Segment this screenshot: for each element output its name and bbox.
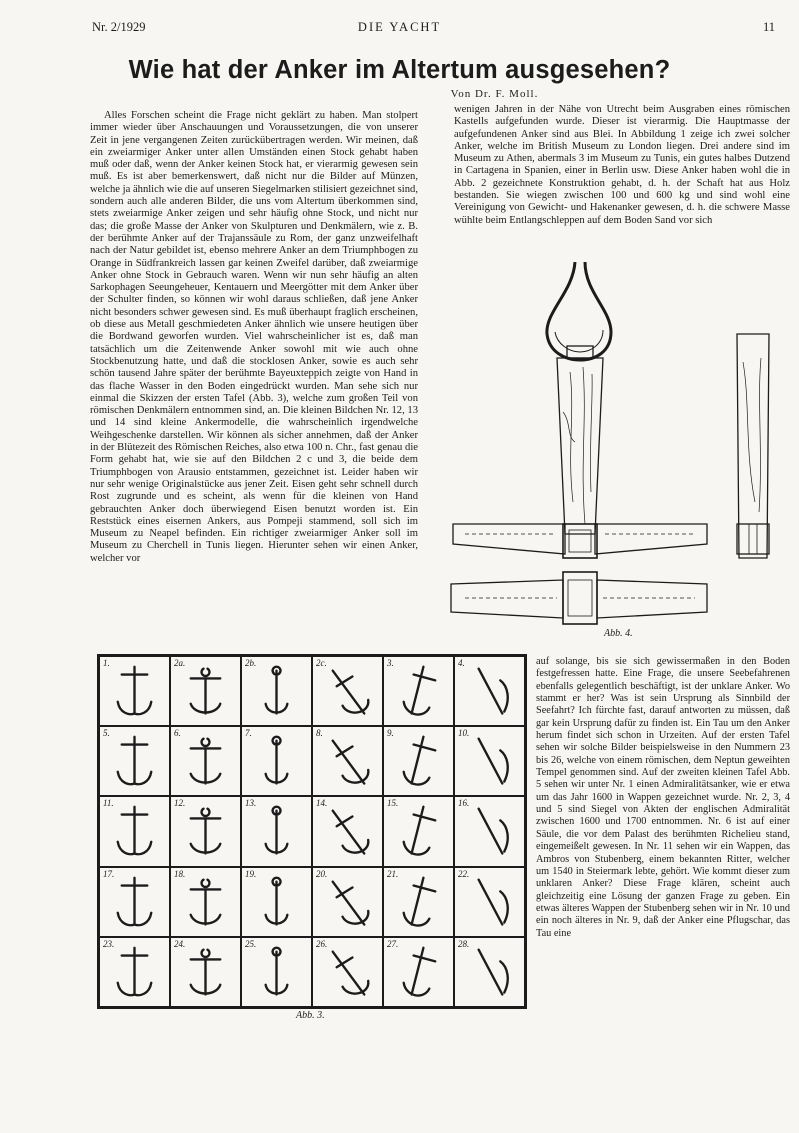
cell-number: 25. — [245, 938, 257, 949]
cell-number: 19. — [245, 868, 257, 879]
page-number: 11 — [762, 20, 775, 34]
cell-number: 1. — [103, 658, 110, 668]
cell-number: 11. — [103, 798, 114, 809]
text-column-right-bottom — [536, 656, 790, 1020]
anchor-icon — [242, 797, 311, 865]
anchor-icon — [171, 938, 240, 1006]
anchor-sketch-cell — [312, 796, 383, 866]
anchor-sketch-cell — [241, 726, 312, 796]
cell-number: 17. — [103, 868, 115, 879]
anchor-sketch-cell — [170, 726, 241, 796]
cell-number: 15. — [387, 798, 399, 809]
anchor-icon — [313, 727, 382, 795]
article-byline: Von Dr. F. Moll. — [450, 88, 539, 100]
anchor-icon — [313, 797, 382, 865]
anchor-icon — [384, 868, 453, 936]
cell-number: 14. — [316, 798, 328, 809]
cell-number: 10. — [458, 728, 470, 739]
cell-number: 28. — [458, 938, 470, 949]
anchor-sketch-cell — [99, 867, 170, 937]
anchor-icon — [242, 938, 311, 1006]
anchor-icon — [171, 868, 240, 936]
cell-number: 22. — [458, 868, 470, 879]
cell-number: 24. — [174, 938, 186, 949]
anchor-sketch-cell — [383, 937, 454, 1007]
anchor-sketch-cell — [99, 726, 170, 796]
anchor-sketch-cell — [99, 656, 170, 726]
cell-number: 20. — [316, 868, 328, 879]
anchor-icon — [100, 657, 169, 725]
paragraph: wenigen Jahren in der Nähe von Utrecht beim Ausgraben eines römischen Kastells aufgefunden wurde. Dieser ist vierarmig. Die Hauptmasse der aufgefundenen Anker sind aus Blei. In Abbildung 1 zeige ich zwei solcher Anker, welche im British Museum zu London liegen. Drei andere sind im Museum zu Athen, abermals 3 im Museum zu Tunis, ein gutes halbes Dutzend in Cartagena in Spanien, einer in Berlin usw. Diese Anker haben wohl die in Abb. 2 gezeichnete Konstruktion gehabt, d. h. der Schaft hat aus Holz bestanden. Sie wiegen zwischen 100 und 600 kg und sind wohl eine Vereinigung von Gewicht- und Hakenanker gewesen, d. h. die schwere Masse wühlte beim Entlangschleppen auf dem Boden Sand vor sich — [454, 104, 790, 226]
cell-number: 27. — [387, 938, 399, 949]
cell-number: 2b. — [245, 658, 257, 668]
cell-number: 12. — [174, 798, 186, 809]
anchor-sketch-cell — [170, 656, 241, 726]
anchor-icon — [455, 938, 524, 1006]
anchor-sketch-cell — [312, 656, 383, 726]
anchor-sketch-cell — [454, 796, 525, 866]
anchor-sketch-cell — [312, 726, 383, 796]
magazine-title: DIE YACHT — [357, 20, 442, 34]
page-header — [0, 20, 799, 40]
cell-number: 23. — [103, 938, 115, 949]
anchor-icon — [100, 797, 169, 865]
anchor-icon — [455, 868, 524, 936]
anchor-construction-figure — [445, 262, 794, 634]
ancient-anchors-table — [97, 654, 527, 1009]
article-title: Wie hat der Anker im Altertum ausgesehen? — [128, 56, 671, 84]
anchor-sketch-cell — [383, 867, 454, 937]
cell-number: 6. — [174, 728, 181, 739]
cell-number: 9. — [387, 728, 394, 739]
anchor-sketch-cell — [170, 867, 241, 937]
anchor-sketch-cell — [241, 656, 312, 726]
paragraph: Alles Forschen scheint die Frage nicht geklärt zu haben. Man stolpert immer wieder über Anschauungen und Voraussetzungen, die von unserer Zeit in jene vergangenen Zeiten zurückübertragen werden. Wir meinen, daß ein zweiarmiger Anker unter allen Umständen einen Stock gehabt haben muß oder daß, wenn der Anker keinen Stock hat, er vierarmig gewesen sein muß. Es ist aber bemerkenswert, daß nicht nur die Bilder auf Münzen, welche ja ähnlich wie die auf unseren Siegelmarken stilisiert gezeichnet sind, sondern auch alle anderen Bilder, die uns vom Altertum überkommen sind, stets zweiarmige Anker zeigen und sehr häufig ohne Stock, und nicht nur das; die große Masse der Anker von Skulpturen und Denkmälern, wie z. B. der berühmte Anker auf der Trajanssäule zu Rom, der ganz unzweifelhaft nach der Natur gebildet ist, ebenso mehrere Anker an dem Triumphbogen zu Orange in Südfrankreich lassen gar keinen Zweifel darüber, daß zweiarmige Anker ohne Stock in Gebrauch waren. Wenn wir nun sehr häufig an alten Sarkophagen Seeungeheuer, Kentauern und Meergötter mit dem Anker über der Schulter finden, so können wir wohl daraus schließen, daß jene Anker nicht besonders schwer gewesen sind. Es muß überhaupt fraglich erscheinen, ob diese aus Metall geschmiedeten Anker ähnlich wie unsere heutigen über die Bordwand geworfen wurden. Viel wahrscheinlicher ist es, daß man tatsächlich um die Zeitenwende Anker sowohl mit wie auch ohne Stockbenutzung hatte, und daß die stocklosen Anker, sowie es auch sehr schön tausend Jahre später der berühmte Bayeuxteppich zeigte von Hand in das flache Wasser in den Boden eingedrückt wurden. Man sehe sich nur einmal die Skizzen der ersten Tafel (Abb. 3), welche zum großen Teil von römischen Denkmälern entnommen sind, an. Die kleinen Bildchen Nr. 12, 13 und 14 sind kleine Ankermodelle, die wahrscheinlich irgendwelche Weihgeschenke darstellen. Wir können als sicher annehmen, daß der Anker in der Blütezeit des Römischen Reiches, also etwa 100 n. Chr., fast genau die Form gehabt hat, wie sie auf den Bildchen 2 c und 3, die beide dem Triumphbogen von Arausio entstammen, gezeichnet ist. Leider haben wir nur sehr wenige Originalstücke aus jener Zeit. Eisen geht sehr schnell durch Rost zugrunde und es scheint, als wenn für die kleinen von Hand gebrauchten Anker doch überwiegend Eisen benutzt worden ist. Ein Reststück eines eisernen Ankers, aus Pompeji stammend, soll sich im Museum zu Neapel befinden. Ein richtiger zweiarmiger Anker soll im Museum zu Cherchell in Tunis liegen. Hierunter sehen wir einen Anker, welcher vor — [90, 110, 418, 564]
anchor-sketch-cell — [454, 867, 525, 937]
anchor-icon — [313, 657, 382, 725]
anchor-icon — [313, 868, 382, 936]
cell-number: 18. — [174, 868, 186, 879]
cell-number: 26. — [316, 938, 328, 949]
anchor-icon — [455, 797, 524, 865]
anchor-sketch-cell — [454, 726, 525, 796]
issue-number: Nr. 2/1929 — [92, 20, 146, 34]
cell-number: 3. — [387, 658, 394, 668]
anchor-icon — [384, 657, 453, 725]
anchor-icon — [171, 727, 240, 795]
figure-3-caption: Abb. 3. — [296, 1010, 325, 1021]
figure-4-caption: Abb. 4. — [604, 628, 633, 639]
anchor-icon — [384, 727, 453, 795]
anchor-sketch-cell — [383, 656, 454, 726]
cell-number: 16. — [458, 798, 470, 809]
anchor-icon — [171, 657, 240, 725]
anchor-icon — [384, 938, 453, 1006]
cell-number: 13. — [245, 798, 257, 809]
anchor-icon — [242, 727, 311, 795]
anchor-icon — [455, 657, 524, 725]
anchor-icon — [171, 797, 240, 865]
text-column-right-top — [454, 104, 790, 256]
anchor-icon — [313, 938, 382, 1006]
anchor-sketch-cell — [383, 726, 454, 796]
anchor-sketch-cell — [454, 656, 525, 726]
anchor-sketch-cell — [170, 796, 241, 866]
anchor-sketch-cell — [99, 796, 170, 866]
anchor-sketch-cell — [241, 937, 312, 1007]
anchor-sketch-cell — [241, 867, 312, 937]
cell-number: 7. — [245, 728, 252, 739]
anchor-icon — [100, 938, 169, 1006]
text-column-left — [90, 110, 418, 644]
cell-number: 2c. — [316, 658, 327, 668]
anchor-icon — [384, 797, 453, 865]
anchor-sketch-cell — [454, 937, 525, 1007]
anchor-icon — [455, 727, 524, 795]
anchor-sketch-cell — [241, 796, 312, 866]
anchor-icon — [100, 868, 169, 936]
anchor-icon — [242, 657, 311, 725]
cell-number: 2a. — [174, 658, 186, 668]
cell-number: 4. — [458, 658, 465, 668]
anchor-sketch-cell — [170, 937, 241, 1007]
anchor-grid — [99, 656, 525, 1007]
cell-number: 21. — [387, 868, 399, 879]
cell-number: 8. — [316, 728, 323, 739]
anchor-sketch-cell — [99, 937, 170, 1007]
anchor-sketch-cell — [312, 937, 383, 1007]
anchor-icon — [100, 727, 169, 795]
paragraph: auf solange, bis sie sich gewissermaßen in den Boden festgefressen hatte. Eine Frage, die unsere Seebefahrenen ebenfalls gelegentlich beschäftigt, ist der unklare Anker. Wo stammt er her? Was ist sein Ursprung als Sinnbild der Seefahrt? Ich fürchte fast, darauf antworten zu müssen, daß gar kein Ursprung dafür zu finden ist. Ein Tau um den Anker herum findet sich schon in Urzeiten. Auf der ersten Tafel sehen wir solche Bilder beispielsweise in den Nummern 23 bis 26, welche von einem römischen, dem Neptun geweihten Tempel genommen sind. Auf der zweiten kleinen Tafel Abb. 5 sehen wir unter Nr. 1 einen Admiralitätsanker, wie er etwa um das Jahr 1600 in Wappen gezeichnet wurde. Nr. 2, 3, 4 und 5 sind Siegel von Akten der englischen Admiralität zwischen 1600 und 1700 entnommen. Nr. 6 ist auf einer Säule, die vor dem Palast des berühmten Richelieu stand, eingemeißelt gewesen. In Nr. 11 sehen wir ein Wappen, das Ambros von Stubenberg, einem bekannten Ritter, welcher um 1540 in Steiermark lebte, gehört. Wie kommt dieser zum unklaren Anker? Diese Frage klären, scheint auch gleichzeitig eine Lösung der ganzen Frage zu geben. Ein etwas älteres Wappen der Stubenberg sehen wir in Nr. 10 und ein noch älteres in Nr. 9, daß der Anker eine Pflugschar, das Tau eine — [536, 656, 790, 939]
anchor-sketch-cell — [383, 796, 454, 866]
anchor-icon — [242, 868, 311, 936]
cell-number: 5. — [103, 728, 110, 739]
anchor-sketch-cell — [312, 867, 383, 937]
